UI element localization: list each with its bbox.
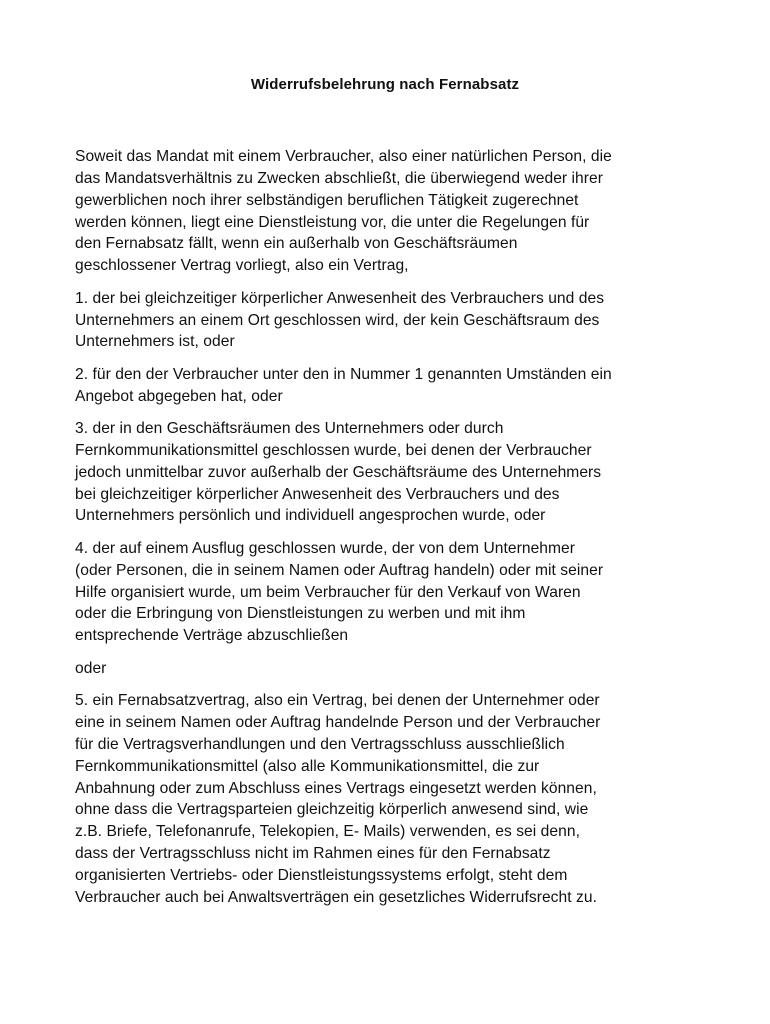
text-line: entsprechende Verträge abzuschließen [75,627,349,645]
text-line: jedoch unmittelbar zuvor außerhalb der Geschäftsräume des Unternehmers [75,463,602,481]
text-line: das Mandatsverhältnis zu Zwecken abschließt, die überwiegend weder ihrer [75,169,603,187]
text-line: für die Vertragsverhandlungen und den Vertragsschluss ausschließlich [75,735,565,753]
text-line: Unternehmers persönlich und individuell angesprochen wurde, oder [75,507,546,525]
paragraph [75,364,715,408]
text-line: 4. der auf einem Ausflug geschlossen wurde, der von dem Unternehmer [75,539,576,557]
paragraph [75,690,715,908]
text-line: Soweit das Mandat mit einem Verbraucher, also einer natürlichen Person, die [75,148,612,165]
text-line: werden können, liegt eine Dienstleistung vor, die unter die Regelungen für [75,213,590,231]
paragraph [75,418,715,527]
text-line: geschlossener Vertrag vorliegt, also ein Vertrag, [75,257,409,275]
text-line: Fernkommunikationsmittel (also alle Kommunikationsmittel, die zur [75,757,540,775]
text-line: oder die Erbringung von Dienstleistungen zu werben und mit ihm [75,605,526,623]
text-line: Anbahnung oder zum Abschluss eines Vertrags eingesetzt werden können, [75,779,597,797]
text-line: 5. ein Fernabsatzvertrag, also ein Vertrag, bei denen der Unternehmer oder [75,692,600,710]
paragraph [75,538,715,647]
text-line: 3. der in den Geschäftsräumen des Unternehmers oder durch [75,420,504,438]
text-line: den Fernabsatz fällt, wenn ein außerhalb von Geschäftsräumen [75,235,518,253]
document-title: Widerrufsbelehrung nach Fernabsatz [250,76,520,93]
document-body [75,146,715,919]
text-line: Angebot abgegeben hat, oder [75,387,283,405]
text-line: Fernkommunikationsmittel geschlossen wurde, bei denen der Verbraucher [75,441,592,459]
text-line: Hilfe organisiert wurde, um beim Verbraucher für den Verkauf von Waren [75,583,581,601]
text-line: dass der Vertragsschluss nicht im Rahmen eines für den Fernabsatz [75,845,551,863]
text-line: 2. für den der Verbraucher unter den in Nummer 1 genannten Umständen ein [75,365,612,383]
text-line: Unternehmers an einem Ort geschlossen wird, der kein Geschäftsraum des [75,311,600,329]
text-line: bei gleichzeitiger körperlicher Anwesenheit des Verbrauchers und des [75,485,560,503]
text-line: organisierten Vertriebs- oder Dienstleistungssystems erfolgt, steht dem [75,866,568,884]
text-line: Verbraucher auch bei Anwaltsverträgen ein gesetzliches Widerrufsrecht zu. [75,888,597,906]
text-line: eine in seinem Namen oder Auftrag handelnde Person und der Verbraucher [75,713,601,731]
text-line: gewerblichen noch ihrer selbständigen beruflichen Tätigkeit zugerechnet [75,191,579,209]
text-line: oder [75,659,107,677]
paragraph [75,288,715,354]
paragraph [75,146,715,277]
paragraph [75,658,715,680]
text-line: Unternehmers ist, oder [75,333,235,351]
text-line: z.B. Briefe, Telefonanrufe, Telekopien, E- Mails) verwenden, es sei denn, [75,823,580,841]
text-line: ohne dass die Vertragsparteien gleichzeitig körperlich anwesend sind, wie [75,801,589,819]
text-line: (oder Personen, die in seinem Namen oder Auftrag handeln) oder mit seiner [75,561,604,579]
text-line: 1. der bei gleichzeitiger körperlicher Anwesenheit des Verbrauchers und des [75,289,605,307]
